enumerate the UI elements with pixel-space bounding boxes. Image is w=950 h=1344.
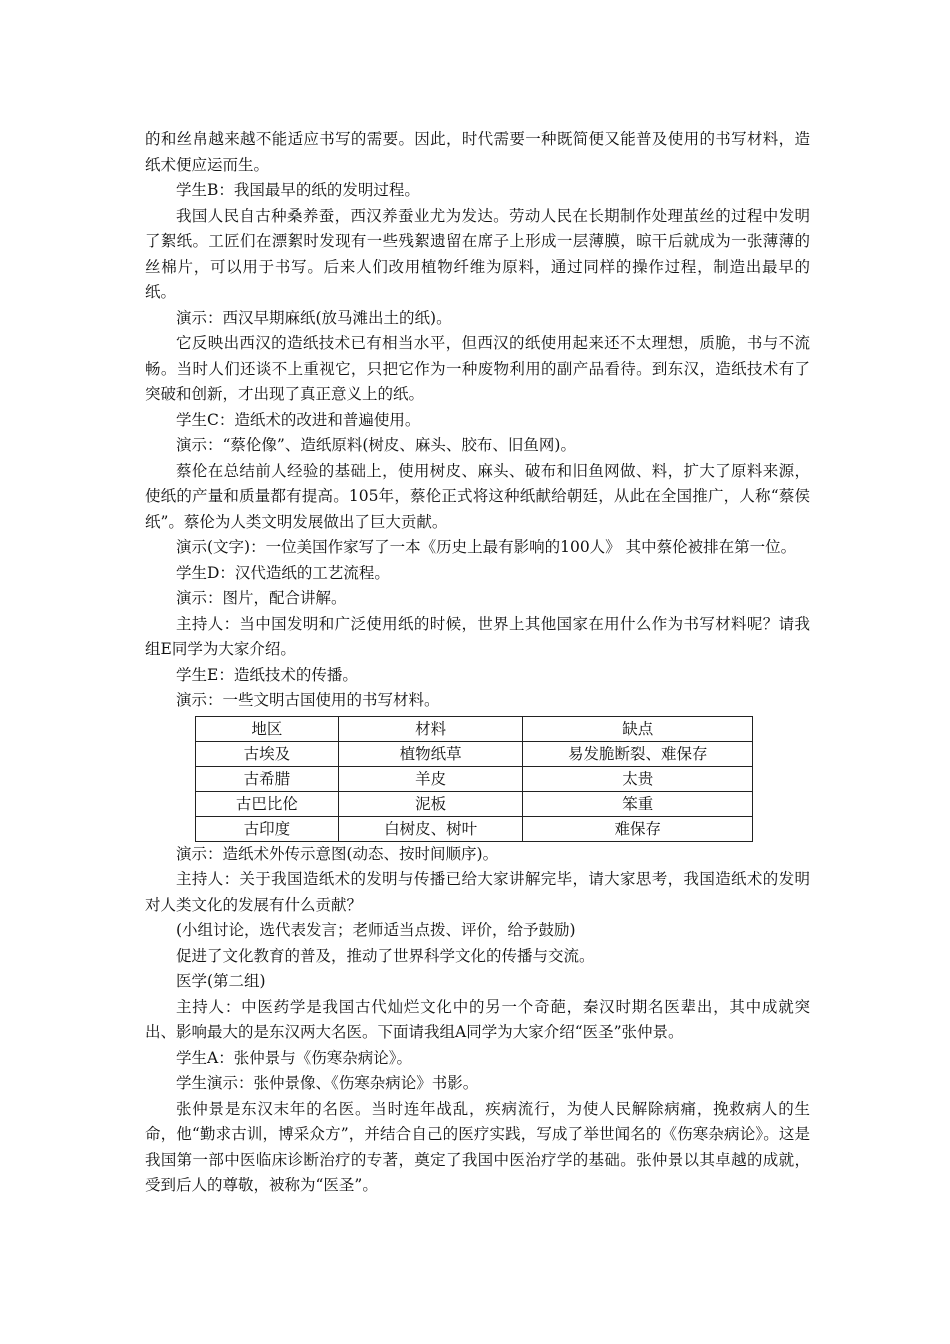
paragraph: 演示：“蔡伦像”、造纸原料(树皮、麻头、胶布、旧鱼网)。 — [176, 436, 576, 454]
table-cell: 古巴比伦 — [196, 791, 339, 816]
table-row — [196, 791, 753, 816]
paragraph: 学生A：张仲景与《伤寒杂病论》。 — [176, 1048, 412, 1067]
paragraph: 它反映出西汉的造纸技术已有相当水平，但西汉的纸使用起来还不太理想，质脆，书与不流畅。当时人们还谈不上重视它，只把它作为一种废物利用的副产品看待。到东汉，造纸技术有了突破和创新，才出现了真正意义上的纸。 — [145, 334, 810, 403]
paragraph: 演示：图片，配合讲解。 — [176, 589, 347, 607]
table-cell: 羊皮 — [338, 766, 523, 791]
table-cell: 古印度 — [196, 816, 339, 841]
paragraph: 主持人：当中国发明和广泛使用纸的时候，世界上其他国家在用什么作为书写材料呢？请我组E同学为大家介绍。 — [145, 614, 810, 658]
table-row — [196, 766, 753, 791]
table-cell: 太贵 — [523, 766, 753, 791]
paragraph: 演示：一些文明古国使用的书写材料。 — [176, 691, 440, 709]
writing-materials-table-wrap — [195, 716, 753, 842]
document-body — [145, 127, 810, 1199]
table-cell: 易发脆断裂、难保存 — [523, 741, 753, 766]
table-cell: 泥板 — [338, 791, 523, 816]
table-cell: 植物纸草 — [338, 741, 523, 766]
table-header-cell: 材料 — [338, 716, 523, 741]
paragraph: 蔡伦在总结前人经验的基础上，使用树皮、麻头、破布和旧鱼网做、料，扩大了原料来源，使纸的产量和质量都有提高。105年，蔡伦正式将这种纸献给朝廷，从此在全国推广，人称“蔡侯纸”。蔡伦为人类文明发展做出了巨大贡献。 — [145, 461, 810, 531]
paragraph: 演示：造纸术外传示意图(动态、按时间顺序)。 — [176, 844, 499, 863]
paragraph: 学生B：我国最早的纸的发明过程。 — [176, 181, 420, 199]
paragraph: 学生演示：张仲景像、《伤寒杂病论》书影。 — [176, 1074, 479, 1092]
paragraph: 学生E：造纸技术的传播。 — [176, 665, 358, 684]
table-cell: 笨重 — [523, 791, 753, 816]
paragraph: 演示：西汉早期麻纸(放马滩出土的纸)。 — [176, 308, 452, 327]
paragraph: 的和丝帛越来越不能适应书写的需要。因此，时代需要一种既简便又能普及使用的书写材料，造纸术便应运而生。 — [145, 130, 810, 174]
table-cell: 古希腊 — [196, 766, 339, 791]
table-row — [196, 816, 753, 841]
paragraph: 演示(文字)：一位美国作家写了一本《历史上最有影响的100人》 其中蔡伦被排在第一位。 — [176, 538, 797, 556]
writing-materials-table — [195, 716, 753, 842]
paragraph: 主持人：关于我国造纸术的发明与传播已给大家讲解完毕，请大家思考，我国造纸术的发明对人类文化的发展有什么贡献？ — [145, 870, 810, 914]
table-row — [196, 741, 753, 766]
paragraph: 医学(第二组) — [176, 972, 266, 990]
paragraph: 我国人民自古种桑养蚕，西汉养蚕业尤为发达。劳动人民在长期制作处理茧丝的过程中发明了絮纸。工匠们在漂絮时发现有一些残絮遗留在席子上形成一层薄膜，晾干后就成为一张薄薄的丝棉片，可以用于书写。后来人们改用植物纤维为原料，通过同样的操作过程，制造出最早的纸。 — [145, 206, 810, 301]
table-cell: 古埃及 — [196, 741, 339, 766]
paragraph: 张仲景是东汉末年的名医。当时连年战乱，疾病流行，为使人民解除病痛，挽救病人的生命，他“勤求古训，博采众方”，并结合自己的医疗实践，写成了举世闻名的《伤寒杂病论》。这是我国第一部中医临床诊断治疗的专著，奠定了我国中医治疗学的基础。张仲景以其卓越的成就，受到后人的尊敬，被称为“医圣”。 — [145, 1099, 810, 1194]
paragraphs-before-table — [145, 127, 810, 714]
table-header-cell: 缺点 — [523, 716, 753, 741]
table-header-cell: 地区 — [196, 716, 339, 741]
table-cell: 白树皮、树叶 — [338, 816, 523, 841]
paragraphs-after-table — [145, 842, 810, 1199]
paragraph: (小组讨论，选代表发言；老师适当点拨、评价，给予鼓励) — [176, 921, 576, 939]
paragraph: 学生C：造纸术的改进和普遍使用。 — [176, 410, 421, 429]
table-cell: 难保存 — [523, 816, 753, 841]
table-header-row — [196, 716, 753, 741]
paragraph: 学生D：汉代造纸的工艺流程。 — [176, 563, 390, 582]
paragraph: 主持人：中医药学是我国古代灿烂文化中的另一个奇葩，秦汉时期名医辈出，其中成就突出、影响最大的是东汉两大名医。下面请我组A同学为大家介绍“医圣”张仲景。 — [145, 997, 810, 1041]
paragraph: 促进了文化教育的普及，推动了世界科学文化的传播与交流。 — [176, 946, 595, 965]
